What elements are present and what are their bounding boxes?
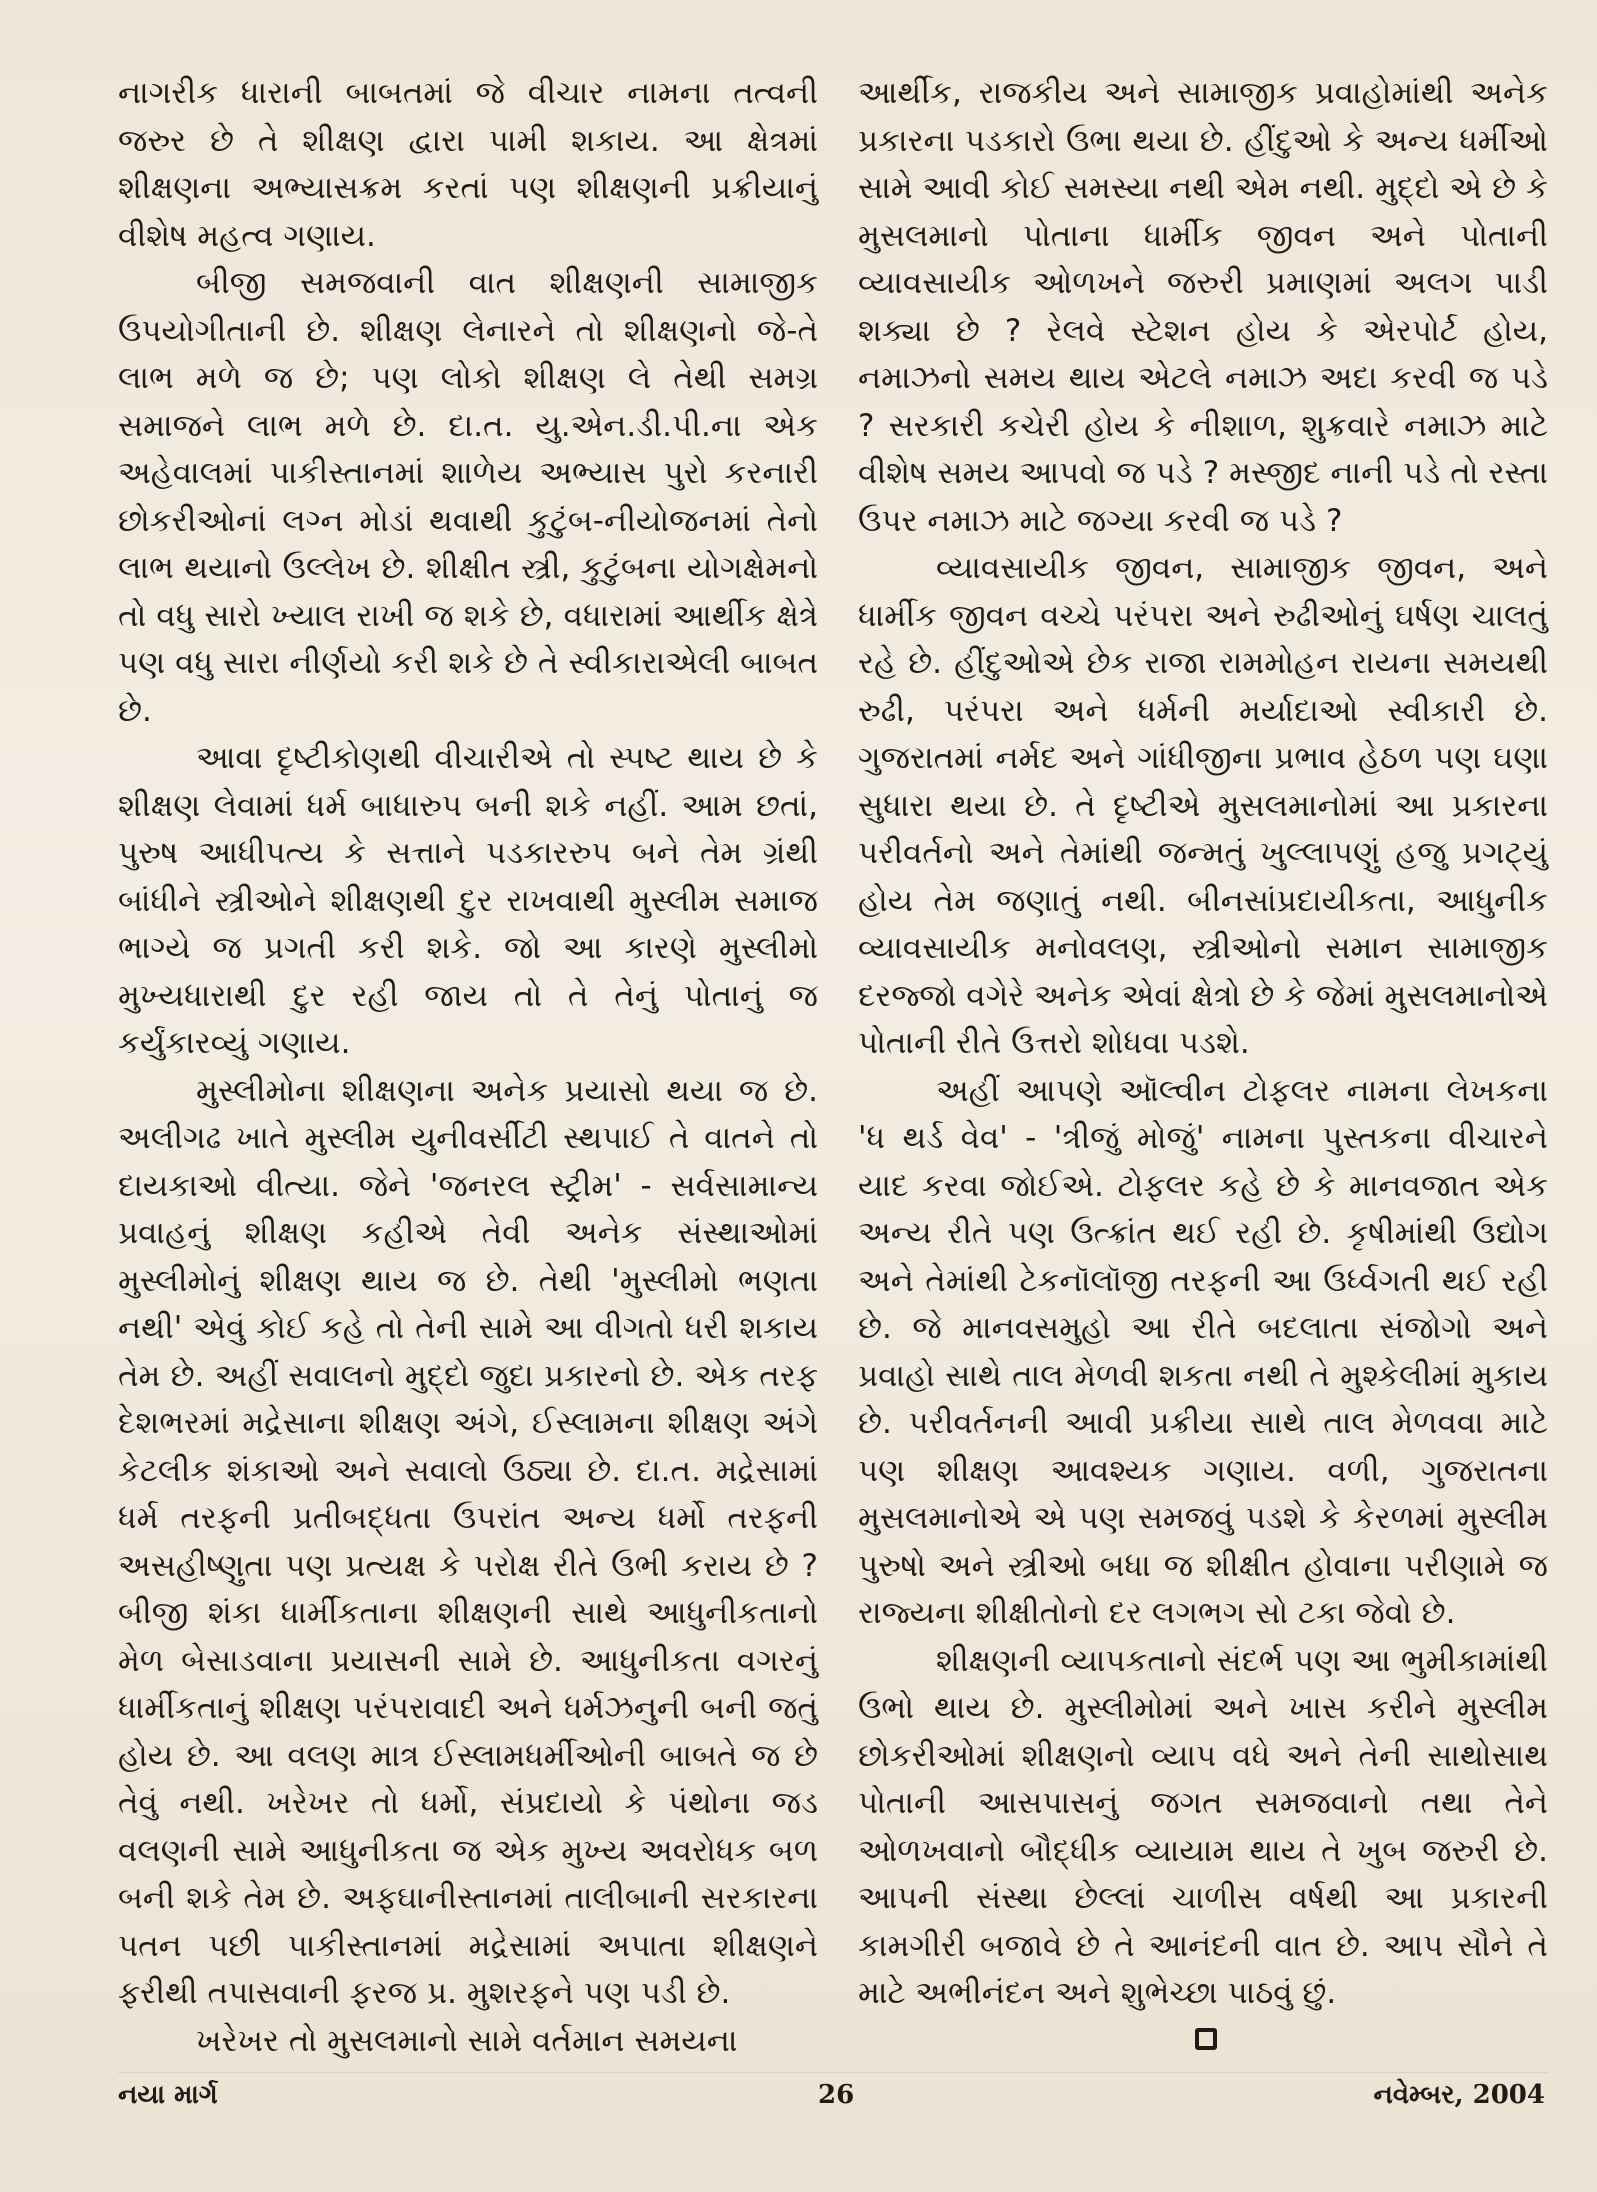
paragraph: અહીં આપણે ઑલ્વીન ટોફલર નામના લેખકના 'ધ થર્ડ વેવ' - 'ત્રીજું મોજું' નામના પુસ્તકના વીચારને યાદ કરવા જોઈએ. ટોફલર કહે છે કે માનવજાત એક અન્ય રીતે પણ ઉત્ક્રાંત થઈ રહી છે. કૃષીમાંથી ઉદ્યોગ અને તેમાંથી ટેકનૉલૉજી તરફની આ ઉર્ધ્વગતી થઈ રહી છે. જે માનવસમુહો આ રીતે બદલાતા સંજોગો અને પ્રવાહો સાથે તાલ મેળવી શકતા નથી તે મુશ્કેલીમાં મુકાય છે. પરીવર્તનની આવી પ્રક્રીયા સાથે તાલ મેળવવા માટે પણ શીક્ષણ આવશ્યક ગણાય. વળી, ગુજરાતના મુસલમાનોએ એ પણ સમજવું પડશે કે કેરળમાં મુસ્લીમ પુરુષો અને સ્ત્રીઓ બધા જ શીક્ષીત હોવાના પરીણામે જ રાજ્યના શીક્ષીતોનો દર લગભગ સો ટકા જેવો છે. (858, 1072, 1548, 1631)
paragraph: શીક્ષણની વ્યાપકતાનો સંદર્ભ પણ આ ભુમીકામાંથી ઉભો થાય છે. મુસ્લીમોમાં અને ખાસ કરીને મુસ્લીમ છોકરીઓમાં શીક્ષણનો વ્યાપ વધે અને તેની સાથોસાથ પોતાની આસપાસનું જગત સમજવાનો તથા તેને ઓળખવાનો બૌદ્ધીક વ્યાયામ થાય તે ખુબ જરુરી છે. આપની સંસ્થા છેલ્લાં ચાળીસ વર્ષથી આ પ્રકારની કામગીરી બજાવે છે તે આનંદની વાત છે. આપ સૌને તે માટે અભીનંદન અને શુભેચ્છા પાઠવું છું. (858, 1642, 1548, 2011)
end-of-article-square-icon (1195, 2028, 1217, 2050)
paragraph: વ્યાવસાયીક જીવન, સામાજીક જીવન, અને ધાર્મીક જીવન વચ્ચે પરંપરા અને રુઢીઓનું ઘર્ષણ ચાલતું રહે છે. હીંદુઓએ છેક રાજા રામમોહન રાયના સમયથી રુઢી, પરંપરા અને ધર્મની મર્યાદાઓ સ્વીકારી છે. ગુજરાતમાં નર્મદ અને ગાંધીજીના પ્રભાવ હેઠળ પણ ઘણા સુધારા થયા છે. તે દૃષ્ટીએ મુસલમાનોમાં આ પ્રકારના પરીવર્તનો અને તેમાંથી જન્મતું ખુલ્લાપણું હજુ પ્રગટ્યું હોય તેમ જણાતું નથી. બીનસાંપ્રદાયીકતા, આધુનીક વ્યાવસાયીક મનોવલણ, સ્ત્રીઓનો સમાન સામાજીક દરજ્જો વગેરે અનેક એવાં ક્ષેત્રો છે કે જેમાં મુસલમાનોએ પોતાની રીતે ઉત્તરો શોધવા પડશે. (858, 550, 1548, 1061)
paragraph: આર્થીક, રાજકીય અને સામાજીક પ્રવાહોમાંથી અનેક પ્રકારના પડકારો ઉભા થયા છે. હીંદુઓ કે અન્ય ધર્મીઓ સામે આવી કોઈ સમસ્યા નથી એમ નથી. મુદ્દો એ છે કે મુસલમાનો પોતાના ધાર્મીક જીવન અને પોતાની વ્યાવસાયીક ઓળખને જરુરી પ્રમાણમાં અલગ પાડી શક્યા છે ? રેલવે સ્ટેશન હોય કે એરપોર્ટ હોય, નમાઝનો સમય થાય એટલે નમાઝ અદા કરવી જ પડે ? સરકારી કચેરી હોય કે નીશાળ, શુક્રવારે નમાઝ માટે વીશેષ સમય આપવો જ પડે ? મસ્જીદ નાની પડે તો રસ્તા ઉપર નમાઝ માટે જગ્યા કરવી જ પડે ? (858, 75, 1548, 539)
paragraph: ખરેખર તો મુસલમાનો સામે વર્તમાન સમયના (196, 2022, 738, 2059)
magazine-name: નયા માર્ગ (118, 2080, 218, 2110)
issue-date: નવેમ્બર, 2004 (1373, 2080, 1545, 2110)
paragraph: બીજી સમજવાની વાત શીક્ષણની સામાજીક ઉપયોગીતાની છે. શીક્ષણ લેનારને તો શીક્ષણનો જે-તે લાભ મળે જ છે; પણ લોકો શીક્ષણ લે તેથી સમગ્ર સમાજને લાભ મળે છે. દા.ત. યુ.એન.ડી.પી.ના એક અહેવાલમાં પાકીસ્તાનમાં શાળેય અભ્યાસ પુરો કરનારી છોકરીઓનાં લગ્ન મોડાં થવાથી કુટુંબ-નીયોજનમાં તેનો લાભ થયાનો ઉલ્લેખ છે. શીક્ષીત સ્ત્રી, કુટુંબના યોગક્ષેમનો તો વધુ સારો ખ્યાલ રાખી જ શકે છે, વધારામાં આર્થીક ક્ષેત્રે પણ વધુ સારા નીર્ણયો કરી શકે છે તે સ્વીકારાએલી બાબત છે. (118, 265, 818, 729)
paragraph: નાગરીક ધારાની બાબતમાં જે વીચાર નામના તત્વની જરુર છે તે શીક્ષણ દ્વારા પામી શકાય. આ ક્ષેત્રમાં શીક્ષણના અભ્યાસક્રમ કરતાં પણ શીક્ષણની પ્રક્રીયાનું વીશેષ મહત્વ ગણાય. (118, 75, 818, 254)
footer-divider (118, 2072, 1548, 2073)
right-column (858, 70, 1548, 2018)
paragraph: મુસ્લીમોના શીક્ષણના અનેક પ્રયાસો થયા જ છે. અલીગઢ ખાતે મુસ્લીમ યુનીવર્સીટી સ્થપાઈ તે વાતને તો દાયકાઓ વીત્યા. જેને 'જનરલ સ્ટ્રીમ' - સર્વસામાન્ય પ્રવાહનું શીક્ષણ કહીએ તેવી અનેક સંસ્થાઓમાં મુસ્લીમોનું શીક્ષણ થાય જ છે. તેથી 'મુસ્લીમો ભણતા નથી' એવું કોઈ કહે તો તેની સામે આ વીગતો ધરી શકાય તેમ છે. અહીં સવાલનો મુદ્દો જુદા પ્રકારનો છે. એક તરફ દેશભરમાં મદ્રેસાના શીક્ષણ અંગે, ઈસ્લામના શીક્ષણ અંગે કેટલીક શંકાઓ અને સવાલો ઉઠ્યા છે. દા.ત. મદ્રેસામાં ધર્મ તરફની પ્રતીબદ્ધતા ઉપરાંત અન્ય ધર્મો તરફની અસહીષ્ણુતા પણ પ્રત્યક્ષ કે પરોક્ષ રીતે ઉભી કરાય છે ? બીજી શંકા ધાર્મીકતાના શીક્ષણની સાથે આધુનીકતાનો મેળ બેસાડવાના પ્રયાસની સામે છે. આધુનીકતા વગરનું ધાર્મીકતાનું શીક્ષણ પરંપરાવાદી અને ધર્મઝનુની બની જતું હોય છે. આ વલણ માત્ર ઈસ્લામધર્મીઓની બાબતે જ છે તેવું નથી. ખરેખર તો ધર્મો, સંપ્રદાયો કે પંથોના જડ વલણની સામે આધુનીકતા જ એક મુખ્ય અવરોધક બળ બની શકે તેમ છે. અફઘાનીસ્તાનમાં તાલીબાની સરકારના પતન પછી પાકીસ્તાનમાં મદ્રેસામાં અપાતા શીક્ષણને ફરીથી તપાસવાની ફરજ પ્ર. મુશરફને પણ પડી છે. (118, 1072, 818, 2011)
left-column (118, 70, 818, 2065)
page-number: 26 (818, 2080, 855, 2110)
paragraph: આવા દૃષ્ટીકોણથી વીચારીએ તો સ્પષ્ટ થાય છે કે શીક્ષણ લેવામાં ધર્મ બાધારુપ બની શકે નહીં. આમ છતાં, પુરુષ આધીપત્ય કે સત્તાને પડકારરુપ બને તેમ ગ્રંથી બાંધીને સ્ત્રીઓને શીક્ષણથી દુર રાખવાથી મુસ્લીમ સમાજ ભાગ્યે જ પ્રગતી કરી શકે. જો આ કારણે મુસ્લીમો મુખ્યધારાથી દુર રહી જાય તો તે તેનું પોતાનું જ કર્યુંકારવ્યું ગણાય. (118, 740, 818, 1061)
page-footer (0, 2080, 1597, 2120)
